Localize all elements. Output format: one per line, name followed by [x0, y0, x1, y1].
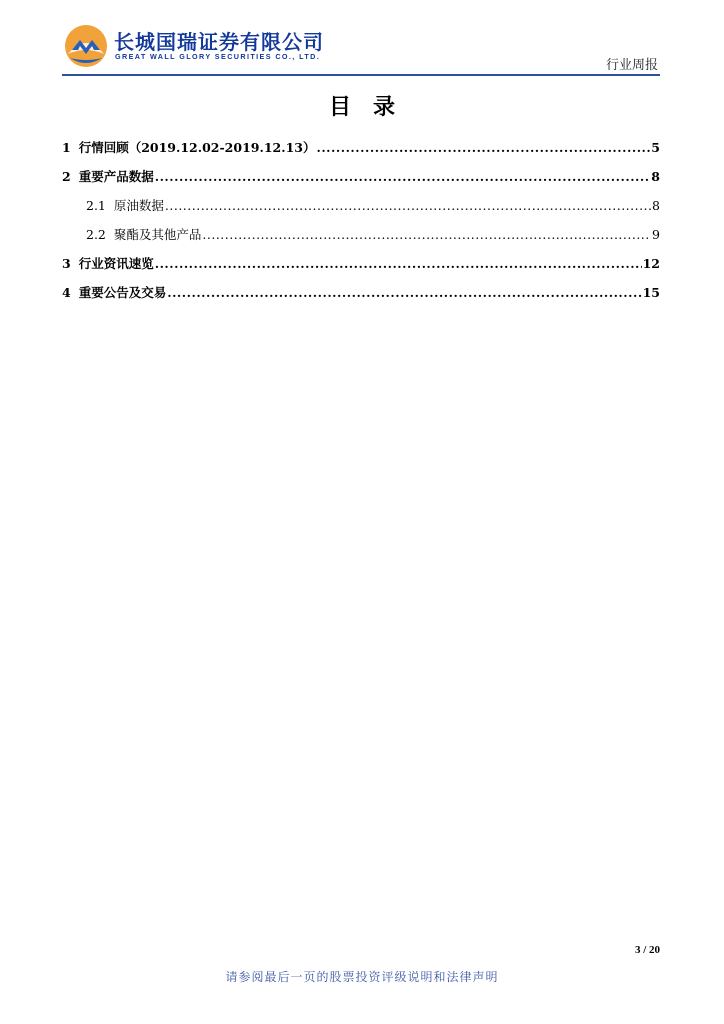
toc-leader-dots — [165, 198, 651, 213]
toc-entry-page: 8 — [651, 169, 660, 184]
toc-entry-number: 3 — [62, 256, 71, 271]
toc-entry-title: 行业资讯速览 — [78, 256, 154, 271]
toc-entry-number: 2.1 — [86, 198, 106, 213]
company-logo-icon — [64, 24, 108, 68]
toc-entry[interactable] — [62, 167, 660, 196]
toc-leader-dots — [202, 227, 651, 242]
toc-entry[interactable] — [62, 138, 660, 167]
company-name-cn: 长城国瑞证券有限公司 — [114, 30, 324, 54]
toc-entry-number: 2.2 — [86, 227, 106, 242]
toc-entry-title: 聚酯及其他产品 — [113, 227, 202, 242]
page-header — [62, 24, 660, 76]
toc-leader-dots — [155, 256, 642, 271]
toc-entry-page: 8 — [652, 198, 660, 213]
toc-entry[interactable] — [62, 225, 660, 254]
report-type-label: 行业周报 — [605, 58, 658, 73]
header-divider — [62, 74, 660, 76]
toc-entry-page: 15 — [642, 285, 660, 300]
toc-entry-title: 原油数据 — [113, 198, 164, 213]
toc-leader-dots — [167, 285, 641, 300]
toc-entry-page: 9 — [652, 227, 660, 242]
toc-leader-dots — [316, 140, 650, 155]
toc-entry-number: 1 — [62, 140, 71, 155]
toc-entry-page: 5 — [651, 140, 660, 155]
toc-entry-number: 4 — [62, 285, 71, 300]
toc-entry[interactable] — [62, 196, 660, 225]
table-of-contents — [62, 138, 660, 312]
company-name-en: GREAT WALL GLORY SECURITIES CO., LTD. — [115, 52, 321, 61]
footer-disclaimer: 请参阅最后一页的股票投资评级说明和法律声明 — [225, 970, 499, 984]
toc-leader-dots — [155, 169, 651, 184]
toc-entry-page: 12 — [642, 256, 660, 271]
toc-entry-title: 重要公告及交易 — [78, 285, 167, 300]
page-indicator: 3 / 20 — [634, 944, 660, 956]
toc-entry-title: 重要产品数据 — [78, 169, 154, 184]
toc-entry-title: 行情回顾（2019.12.02-2019.12.13） — [78, 140, 316, 155]
toc-entry[interactable] — [62, 254, 660, 283]
toc-entry[interactable] — [62, 283, 660, 312]
toc-entry-number: 2 — [62, 169, 71, 184]
toc-title: 目录 — [328, 95, 417, 120]
